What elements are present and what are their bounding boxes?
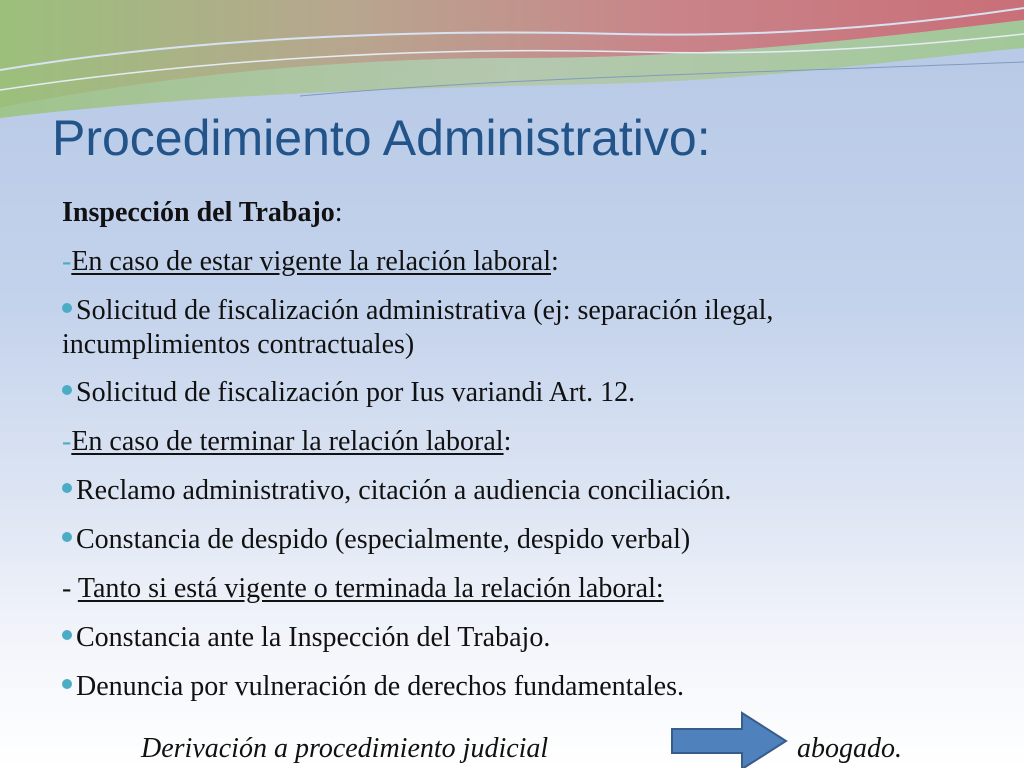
footer-derivation-text: Derivación a procedimiento judicial bbox=[141, 733, 549, 764]
list-item-text: Solicitud de fiscalización administrativa (ej: separación ilegal, incumplimientos contractuales) bbox=[62, 295, 774, 360]
list-item bbox=[62, 376, 962, 410]
list-item-text: Denuncia por vulneración de derechos fundamentales. bbox=[76, 671, 684, 702]
dash-marker: - bbox=[62, 573, 78, 604]
slide-body bbox=[62, 196, 962, 719]
round-bullet-icon bbox=[62, 385, 72, 395]
subsection-label: Tanto si está vigente o terminada la relación laboral: bbox=[77, 573, 664, 604]
round-bullet-icon bbox=[62, 679, 72, 689]
subsection-ambos bbox=[62, 572, 962, 606]
list-item bbox=[62, 294, 962, 362]
dash-marker: - bbox=[62, 246, 72, 277]
list-item bbox=[62, 523, 962, 557]
round-bullet-icon bbox=[62, 303, 72, 313]
subsection-colon: : bbox=[503, 426, 512, 457]
subsection-label: En caso de estar vigente la relación laboral bbox=[71, 246, 551, 277]
subtitle-line bbox=[62, 196, 962, 230]
slide-title: Procedimiento Administrativo: bbox=[52, 110, 711, 166]
list-item bbox=[62, 474, 962, 508]
round-bullet-icon bbox=[62, 532, 72, 542]
right-arrow-icon bbox=[670, 711, 788, 768]
list-item bbox=[62, 670, 962, 704]
section-heading: Inspección del Trabajo bbox=[62, 197, 335, 228]
dash-marker: - bbox=[62, 426, 72, 457]
list-item-text: Solicitud de fiscalización por Ius variandi Art. 12. bbox=[76, 377, 636, 408]
round-bullet-icon bbox=[62, 630, 72, 640]
list-item-text: Constancia de despido (especialmente, despido verbal) bbox=[76, 524, 691, 555]
list-item bbox=[62, 621, 962, 655]
section-heading-colon: : bbox=[334, 197, 343, 228]
subsection-label: En caso de terminar la relación laboral bbox=[71, 426, 504, 457]
list-item-text: Reclamo administrativo, citación a audiencia conciliación. bbox=[76, 475, 732, 506]
list-item-text: Constancia ante la Inspección del Trabajo. bbox=[76, 622, 551, 653]
round-bullet-icon bbox=[62, 483, 72, 493]
subsection-vigente bbox=[62, 245, 962, 279]
subsection-colon: : bbox=[551, 246, 559, 277]
footer-lawyer-text: abogado. bbox=[797, 733, 902, 764]
subsection-terminar bbox=[62, 425, 962, 459]
